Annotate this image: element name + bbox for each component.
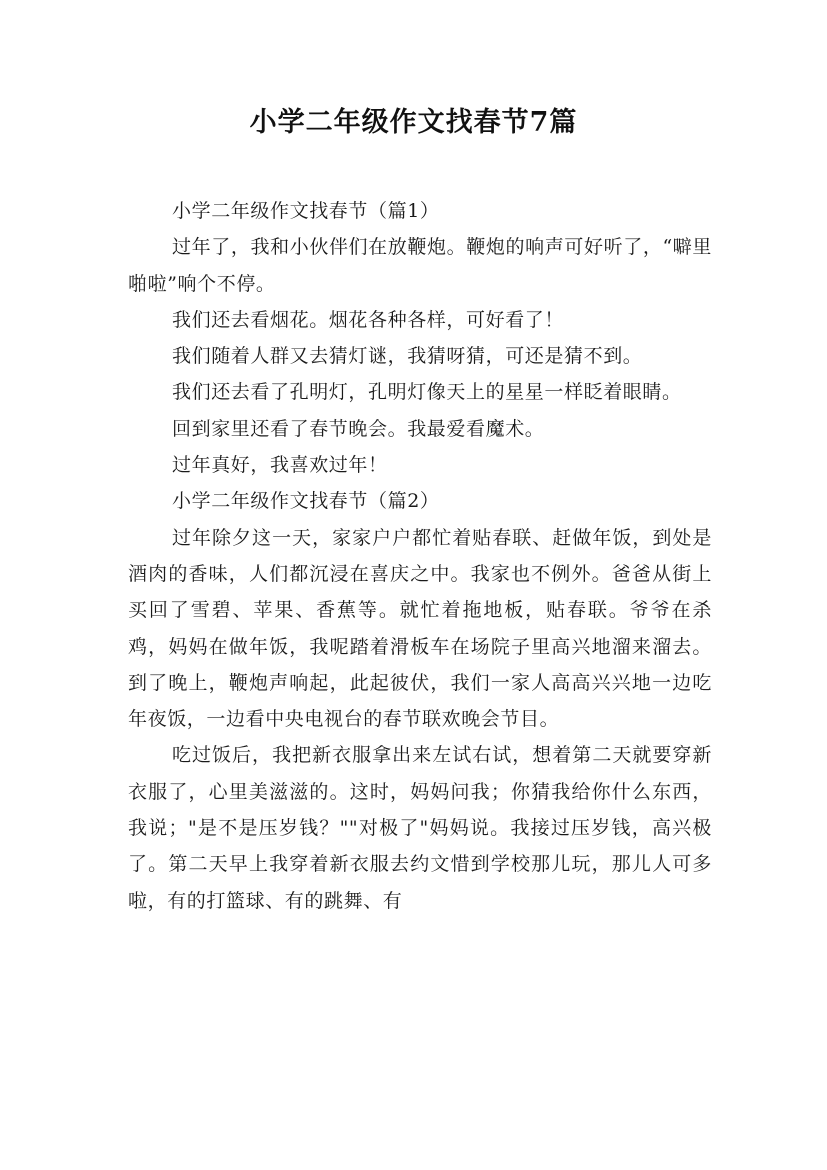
document-title: 小学二年级作文找春节7篇 xyxy=(249,107,578,138)
paragraph: 我们还去看了孔明灯，孔明灯像天上的星星一样眨着眼睛。 xyxy=(172,381,682,404)
section-heading-2: 小学二年级作文找春节（篇2） xyxy=(172,490,440,513)
paragraph: 吃过饭后，我把新衣服拿出来左试右试，想着第二天就要穿新衣服了，心里美滋滋的。这时，妈妈问我；你猜我给你什么东西，我说；"是不是压岁钱？""对极了"妈妈说。我接过压岁钱，高兴极了。第二天早上我穿着新衣服去约文惜到学校那儿玩，那儿人可多啦，有的打篮球、有的跳舞、有 xyxy=(128,744,712,912)
paragraph: 回到家里还看了春节晚会。我最爱看魔术。 xyxy=(172,417,545,440)
document-body xyxy=(128,193,712,919)
paragraph: 我们还去看烟花。烟花各种各样，可好看了！ xyxy=(172,308,565,331)
paragraph: 过年除夕这一天，家家户户都忙着贴春联、赶做年饭，到处是酒肉的香味，人们都沉浸在喜庆之中。我家也不例外。爸爸从街上买回了雪碧、苹果、香蕉等。就忙着拖地板，贴春联。爷爷在杀鸡，妈妈在做年饭，我呢踏着滑板车在场院子里高兴地溜来溜去。到了晚上，鞭炮声响起，此起彼伏，我们一家人高高兴兴地一边吃年夜饭，一边看中央电视台的春节联欢晚会节目。 xyxy=(128,526,712,731)
paragraph: 过年真好，我喜欢过年！ xyxy=(172,454,388,477)
paragraph: 过年了，我和小伙伴们在放鞭炮。鞭炮的响声可好听了，“噼里啪啦”响个不停。 xyxy=(128,236,712,295)
paragraph: 我们随着人群又去猜灯谜，我猜呀猜，可还是猜不到。 xyxy=(172,345,643,368)
section-heading-1: 小学二年级作文找春节（篇1） xyxy=(172,200,440,222)
